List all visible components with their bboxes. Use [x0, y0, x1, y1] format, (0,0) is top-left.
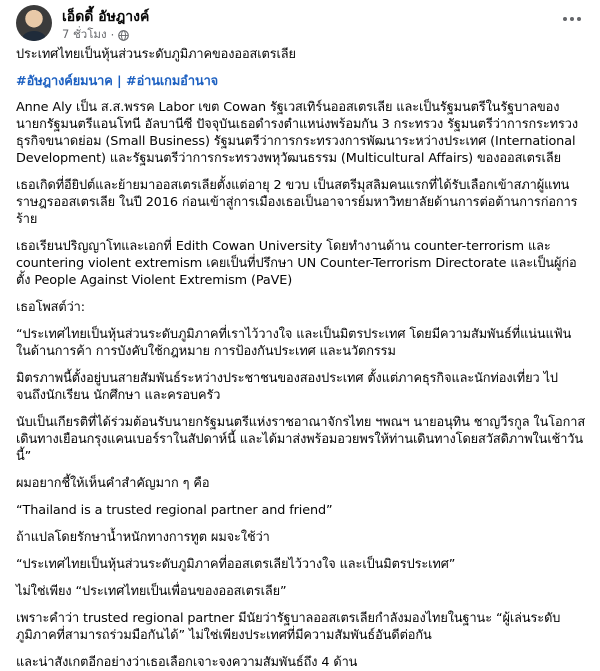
post-paragraph: เพราะคำว่า trusted regional partner มีนัยว่ารัฐบาลออสเตรเลียกำลังมองไทยในฐานะ “ผู้เล่นระดับภูมิภาคที่สามารถร่วมมือกันได้” ไม่ใช่เพียงประเทศที่มีความสัมพันธ์อันดีต่อกัน: [16, 611, 561, 643]
post-body: [16, 46, 586, 671]
post-paragraph: และน่าสังเกตอีกอย่างว่าเธอเลือกเจาะจงความสัมพันธ์ถึง 4 ด้าน: [16, 655, 358, 670]
author-avatar[interactable]: [16, 5, 52, 41]
post-paragraph: Anne Aly เป็น ส.ส.พรรค Labor เขต Cowan รัฐเวสเทิร์นออสเตรเลีย และเป็นรัฐมนตรีในรัฐบาลของนายกรัฐมนตรีแอนโทนี อัลบานีซี ปัจจุบันเธอดำรงตำแหน่งพร้อมกัน 3 กระทรวง รัฐมนตรีว่าการกระทรวงธุรกิจขนาดย่อม (Small Business) รัฐมนตรีว่าการกระทรวงการพัฒนาระหว่างประเทศ (International Development) และรัฐมนตรีว่าการกระทรวงพหุวัฒนธรรม (Multicultural Affairs) ของออสเตรเลีย: [16, 100, 579, 166]
post-paragraph: เธอโพสต์ว่า:: [16, 300, 85, 315]
post-meta: [62, 26, 129, 44]
hashtag-link[interactable]: #อัษฎางค์ยมนาค: [16, 74, 113, 89]
post-title: ประเทศไทยเป็นหุ้นส่วนระดับภูมิภาคของออสเตรเลีย: [16, 47, 296, 62]
post-paragraph: “Thailand is a trusted regional partner and friend”: [16, 503, 333, 518]
hashtag-separator: |: [112, 74, 126, 89]
post-header: [16, 0, 586, 46]
post-paragraph: มิตรภาพนี้ตั้งอยู่บนสายสัมพันธ์ระหว่างประชาชนของสองประเทศ ตั้งแต่ภาคธุรกิจและนักท่องเที่ยว ไปจนถึงนักเรียน นักศึกษา และครอบครัว: [16, 371, 558, 403]
separator-dot: ·: [110, 28, 115, 42]
author-name[interactable]: เอ็ดดี้ อัษฎางค์: [62, 9, 150, 25]
post-paragraph: ผมอยากชี้ให้เห็นคำสำคัญมาก ๆ คือ: [16, 476, 210, 491]
post-paragraph: “ประเทศไทยเป็นหุ้นส่วนระดับภูมิภาคที่ออสเตรเลียไว้วางใจ และเป็นมิตรประเทศ”: [16, 557, 456, 572]
hashtags: [16, 73, 586, 90]
post-paragraph: นับเป็นเกียรติที่ได้ร่วมต้อนรับนายกรัฐมนตรีแห่งราชอาณาจักรไทย ฯพณฯ นายอนุทิน ชาญวีรกูล ในโอกาสเดินทางเยือนกรุงแคนเบอร์ราในสัปดาห์นี้ และได้มาส่งพร้อมอวยพรให้ท่านเดินทางโดยสวัสดิภาพในเช้าวันนี้”: [16, 415, 586, 464]
post-paragraph: “ประเทศไทยเป็นหุ้นส่วนระดับภูมิภาคที่เราไว้วางใจ และเป็นมิตรประเทศ โดยมีความสัมพันธ์ที่แน่นแฟ้นในด้านการค้า การบังคับใช้กฎหมาย การป้องกันประเทศ และนวัตกรรม: [16, 327, 572, 359]
hashtag-link[interactable]: #อ่านเกมอำนาจ: [125, 74, 219, 89]
post-paragraph: ถ้าแปลโดยรักษาน้ำหนักทางการทูต ผมจะใช้ว่า: [16, 530, 270, 545]
post-paragraph: เธอเรียนปริญญาโทและเอกที่ Edith Cowan University โดยทำงานด้าน counter-terrorism และ countering violent extremism เคยเป็นที่ปรึกษา UN Counter-Terrorism Directorate และเป็นผู้ก่อตั้ง People Against Violent Extremism (PaVE): [16, 239, 577, 288]
post-timestamp[interactable]: 7 ชั่วโมง: [62, 27, 107, 41]
post-paragraph: เธอเกิดที่อียิปต์และย้ายมาออสเตรเลียตั้งแต่อายุ 2 ขวบ เป็นสตรีมุสลิมคนแรกที่ได้รับเลือกเข้าสภาผู้แทนราษฎรออสเตรเลีย ในปี 2016 ก่อนเข้าสู่การเมืองเธอเป็นอาจารย์มหาวิทยาลัยด้านการต่อต้านการก่อการร้าย: [16, 178, 578, 227]
globe-icon[interactable]: [118, 30, 129, 41]
post-paragraph: ไม่ใช่เพียง “ประเทศไทยเป็นเพื่อนของออสเตรเลีย”: [16, 584, 287, 599]
more-options-icon[interactable]: [558, 9, 586, 29]
